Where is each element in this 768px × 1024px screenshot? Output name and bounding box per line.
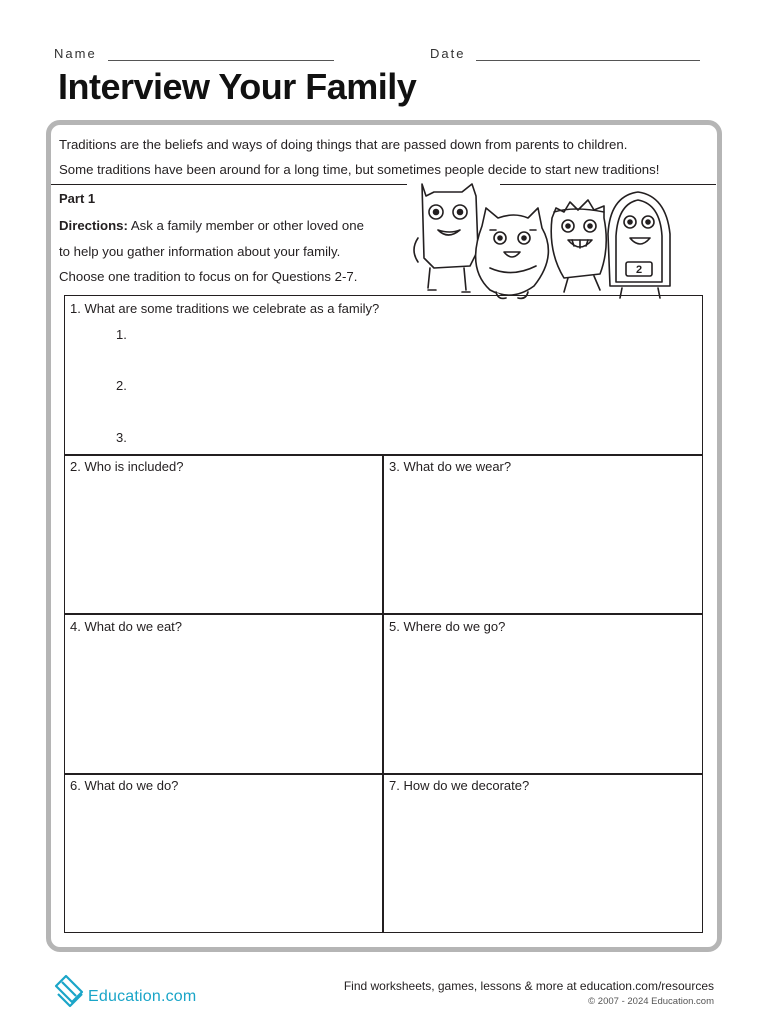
badge-number: 2 — [635, 264, 643, 276]
date-label: Date — [430, 46, 466, 61]
name-label: Name — [54, 46, 97, 61]
answer-7-area[interactable] — [385, 797, 701, 931]
grid-divider-column — [382, 454, 384, 933]
directions-line-2: to help you gather information about your family. — [59, 243, 341, 259]
grid-divider-row2 — [64, 613, 703, 615]
name-field-line[interactable] — [108, 60, 334, 61]
answer-5-area[interactable] — [385, 638, 701, 770]
answer-2-area[interactable] — [66, 478, 380, 610]
directions-line-1: Ask a family member or other loved one — [127, 218, 364, 233]
answer-6-area[interactable] — [66, 797, 380, 931]
question-4: 4. What do we eat? — [70, 619, 183, 634]
brand-name[interactable]: Education.com — [88, 988, 197, 1005]
cat-monster-icon — [476, 208, 549, 298]
date-field-line[interactable] — [476, 60, 700, 61]
question-5: 5. Where do we go? — [389, 619, 506, 634]
intro-line-2: Some traditions have been around for a long time, but sometimes people decide to start new traditions! — [59, 162, 660, 177]
intro-divider — [51, 184, 407, 185]
intro-line-1: Traditions are the beliefs and ways of doing things that are passed down from parents to children. — [59, 137, 628, 152]
directions-line-3: Choose one tradition to focus on for Questions 2-7. — [59, 269, 358, 284]
question-2: 2. Who is included? — [70, 459, 184, 474]
answer-1-item-1[interactable]: 1. — [116, 327, 127, 342]
question-3: 3. What do we wear? — [389, 459, 512, 474]
answer-4-area[interactable] — [66, 638, 380, 770]
answer-1-item-2[interactable]: 2. — [116, 378, 127, 393]
grid-divider-row1 — [64, 454, 703, 456]
page-title: Interview Your Family — [58, 66, 417, 107]
monsters-illustration — [404, 178, 704, 304]
grid-divider-row3 — [64, 773, 703, 775]
footer-tagline[interactable]: Find worksheets, games, lessons & more at education.com/resources — [343, 979, 714, 993]
spiky-monster-icon — [551, 200, 606, 292]
footer-copyright: © 2007 - 2024 Education.com — [588, 996, 714, 1007]
intro-text — [59, 132, 719, 182]
square-monster-icon — [414, 184, 478, 292]
question-7: 7. How do we decorate? — [389, 778, 530, 793]
question-1: 1. What are some traditions we celebrate as a family? — [70, 301, 380, 316]
bullet-monster-icon — [608, 192, 670, 298]
answer-3-area[interactable] — [385, 478, 701, 610]
question-6: 6. What do we do? — [70, 778, 179, 793]
part-heading: Part 1 — [59, 191, 96, 206]
directions-label: Directions: — [59, 218, 128, 233]
directions-text — [59, 213, 404, 290]
answer-1-item-3[interactable]: 3. — [116, 430, 127, 445]
